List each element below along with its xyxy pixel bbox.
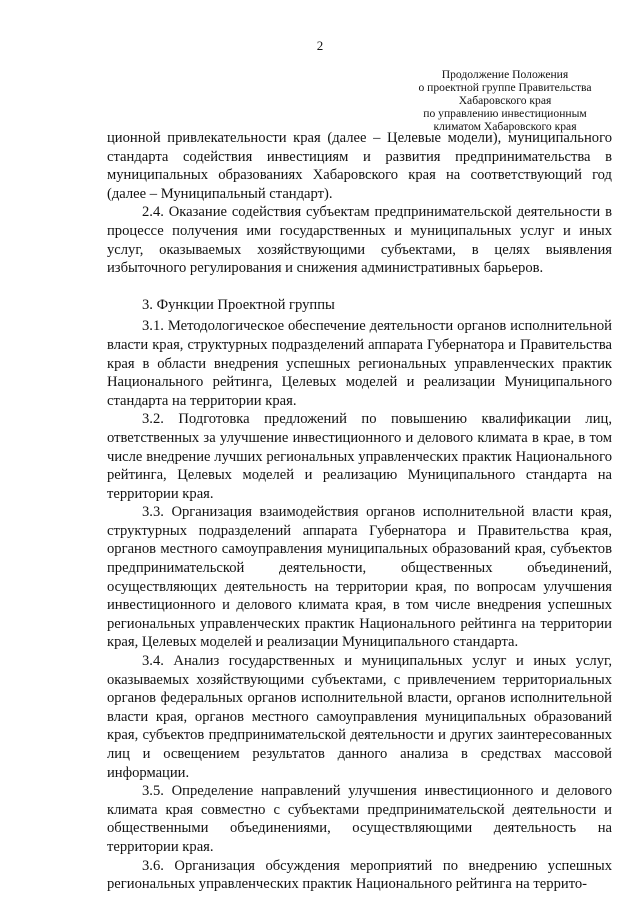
section-title: 3. Функции Проектной группы — [142, 296, 335, 313]
paragraph-3-4: 3.4. Анализ государственных и муниципальных услуг и иных услуг, оказываемых хозяйствующими субъектами, с привлечением территориальных органов федеральных органов исполнительной власти, органов исполнительной власти края, органов местного самоуправления муниципальных образований края, субъектов предпринимательской деятельности и других заинтересованных лиц и освещением результатов данного анализа в средствах массовой информации. — [107, 653, 612, 781]
header-line: Продолжение Положения — [441, 68, 569, 81]
header-line: о проектной группе Правительства — [418, 81, 592, 94]
header-line: по управлению инвестиционным — [423, 107, 587, 120]
paragraph-continuation: ционной привлекательности края (далее – Целевые модели), муниципального стандарта содействия инвестициям и развития предпринимательства в муниципальных образованиях Хабаровского края на соответствующий год (далее – Муниципальный стандарт). — [107, 130, 612, 202]
document-header — [390, 68, 620, 133]
paragraph-3-3: 3.3. Организация взаимодействия органов исполнительной власти края, структурных подразделений аппарата Губернатора и Правительства края, органов местного самоуправления муниципальных образований края, субъектов предпринимательской деятельности, общественных объединений, осуществляющих деятельность на территории края, по вопросам улучшения инвестиционного и делового климата края, в том числе внедрения успешных региональных управленческих практик Национального рейтинга на территории края, Целевых моделей и реализации Муниципального стандарта. — [107, 504, 612, 651]
document-body — [107, 129, 612, 894]
paragraph-3-1: 3.1. Методологическое обеспечение деятельности органов исполнительной власти края, структурных подразделений аппарата Губернатора и Правительства края в области внедрения успешных региональных управленческих практик Национального рейтинга, Целевых моделей и реализации Муниципального стандарта на территории края. — [107, 318, 612, 409]
header-line: климатом Хабаровского края — [433, 120, 577, 133]
paragraph-2-4: 2.4. Оказание содействия субъектам предпринимательской деятельности в процессе получения ими государственных и муниципальных услуг и иных услуг, оказываемых хозяйствующими субъектами, в целях выявления избыточного регулирования и снижения административных барьеров. — [107, 204, 612, 277]
paragraph-3-5: 3.5. Определение направлений улучшения инвестиционного и делового климата края совместно с субъектами предпринимательской деятельности и общественными объединениями, осуществляющими деятельность на территории края. — [107, 783, 612, 855]
paragraph-3-6: 3.6. Организация обсуждения мероприятий по внедрению успешных региональных управленческих практик Национального рейтинга на террито- — [107, 857, 612, 893]
header-line: Хабаровского края — [458, 94, 552, 107]
paragraph-3-2: 3.2. Подготовка предложений по повышению квалификации лиц, ответственных за улучшение инвестиционного и делового климата в крае, в том числе внедрение лучших региональных управленческих практик Национального рейтинга, Целевых моделей и реализацию Муниципального стандарта на территории края. — [107, 411, 612, 502]
page-number: 2 — [316, 38, 324, 53]
